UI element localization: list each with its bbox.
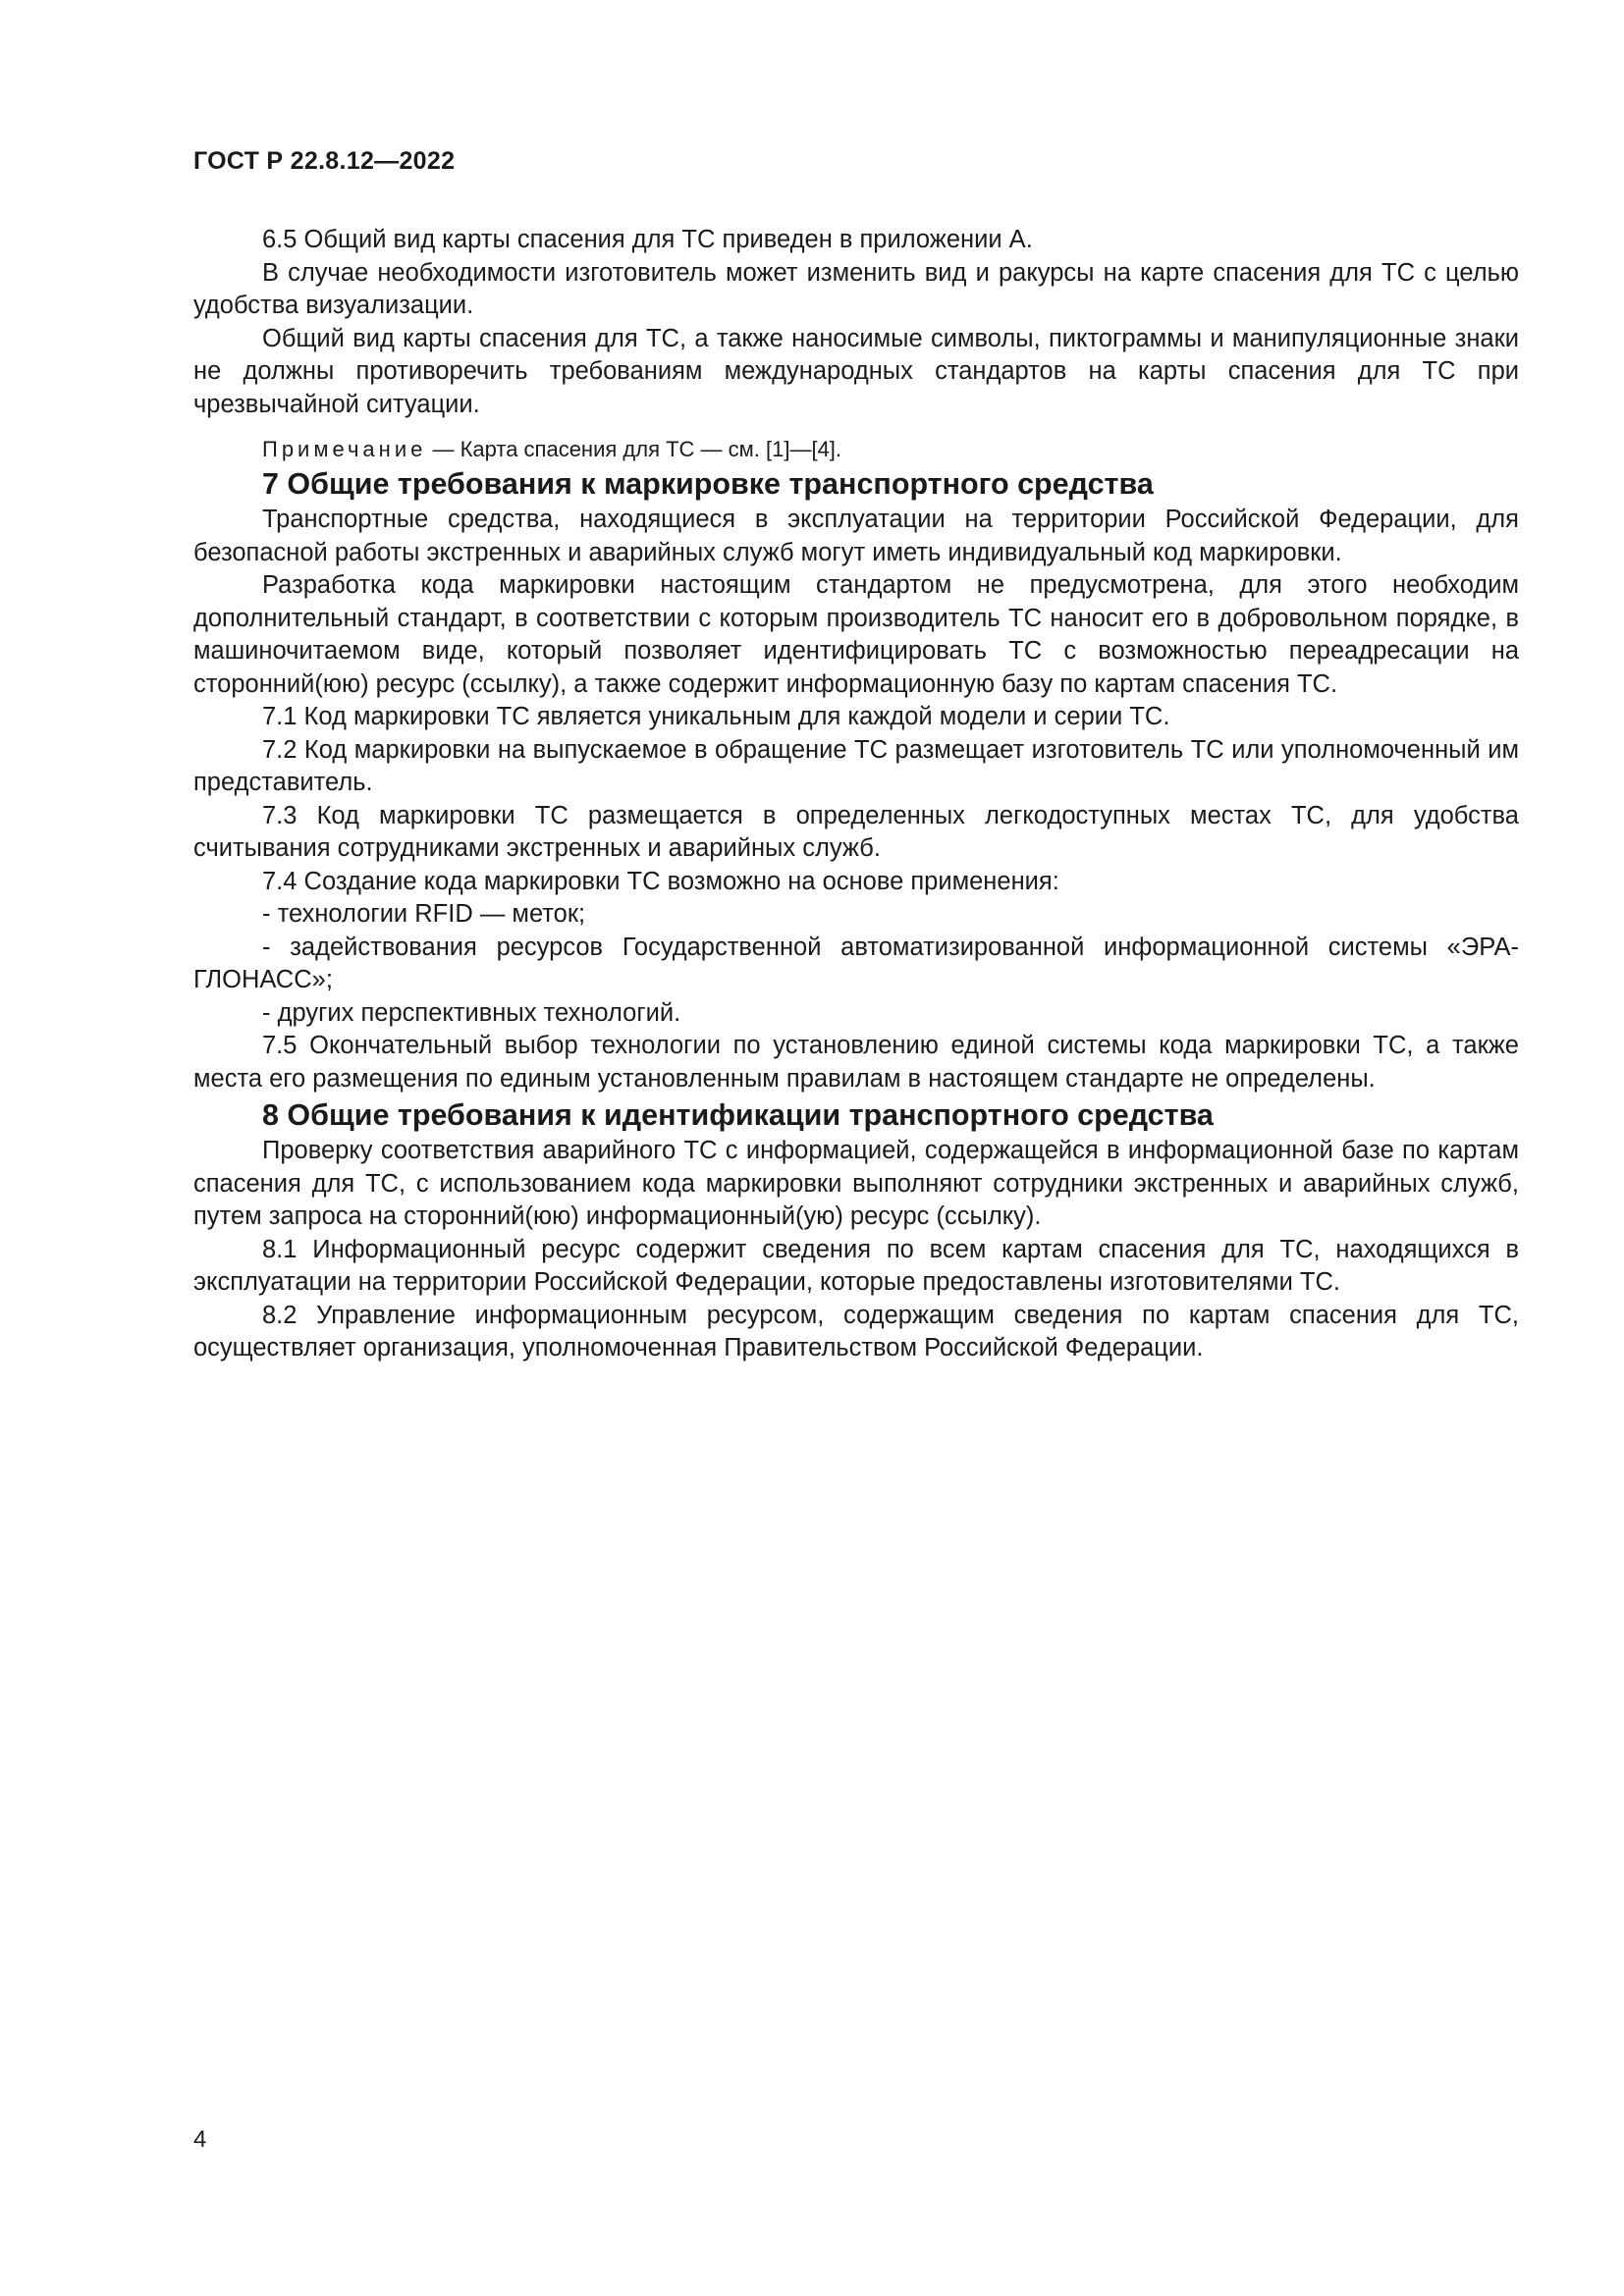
paragraph: Разработка кода маркировки настоящим стандартом не предусмотрена, для этого необходим дополнительный стандарт, в соответствии с которым производитель ТС наносит его в добровольном порядке, в машиночитаемом виде, который позволяет идентифицировать ТС с возможностью переадресации на сторонний(юю) ресурс (ссылку), а также содержит информационную базу по картам спасения ТС. (193, 571, 1519, 698)
paragraph-7-4: 7.4 Создание кода маркировки ТС возможно на основе применения: (262, 867, 1059, 895)
document-body (193, 224, 1519, 1365)
note-text: — Карта спасения для ТС — см. [1]—[4]. (426, 437, 842, 461)
section-7-title: 7 Общие требования к маркировке транспортного средства (262, 467, 1154, 501)
list-item: - других перспективных технологий. (262, 998, 681, 1027)
paragraph: В случае необходимости изготовитель может изменить вид и ракурсы на карте спасения для ТС с целью удобства визуализации. (193, 258, 1519, 319)
list-item: - задействования ресурсов Государственной автоматизированной информационной системы «ЭРА-ГЛОНАСС»; (193, 933, 1519, 993)
list-item: - технологии RFID — меток; (262, 900, 586, 928)
paragraph-8-2: 8.2 Управление информационным ресурсом, содержащим сведения по картам спасения для ТС, осуществляет организация, уполномоченная Правительством Российской Федерации. (193, 1301, 1519, 1362)
document-header: ГОСТ Р 22.8.12—2022 (193, 147, 456, 175)
section-8-title: 8 Общие требования к идентификации транспортного средства (262, 1098, 1214, 1132)
paragraph-7-2: 7.2 Код маркировки на выпускаемое в обращение ТС размещает изготовитель ТС или уполномоченный им представитель. (193, 735, 1519, 796)
paragraph-6-5: 6.5 Общий вид карты спасения для ТС приведен в приложении А. (262, 226, 1033, 253)
paragraph-7-3: 7.3 Код маркировки ТС размещается в определенных легкодоступных местах ТС, для удобства считывания сотрудниками экстренных и аварийных служб. (193, 801, 1519, 862)
paragraph: Общий вид карты спасения для ТС, а также наносимые символы, пиктограммы и манипуляционные знаки не должны противоречить требованиям международных стандартов на карты спасения для ТС при чрезвычайной ситуации. (193, 324, 1519, 418)
note-label: Примечание (262, 437, 427, 461)
paragraph-7-5: 7.5 Окончательный выбор технологии по установлению единой системы кода маркировки ТС, а также места его размещения по единым установленным правилам в настоящем стандарте не определены. (193, 1032, 1519, 1093)
paragraph-7-1: 7.1 Код маркировки ТС является уникальным для каждой модели и серии ТС. (262, 703, 1170, 730)
paragraph: Транспортные средства, находящиеся в эксплуатации на территории Российской Федерации, для безопасной работы экстренных и аварийных служб могут иметь индивидуальный код маркировки. (193, 506, 1519, 566)
paragraph: Проверку соответствия аварийного ТС с информацией, содержащейся в информационной базе по картам спасения для ТС, с использованием кода маркировки выполняют сотрудники экстренных и аварийных служб, путем запроса на сторонний(юю) информационный(ую) ресурс (ссылку). (193, 1137, 1519, 1230)
paragraph-8-1: 8.1 Информационный ресурс содержит сведения по всем картам спасения для ТС, находящихся в эксплуатации на территории Российской Федерации, которые предоставлены изготовителями ТС. (193, 1235, 1519, 1296)
note (193, 435, 1519, 464)
page-number: 4 (193, 2126, 207, 2153)
